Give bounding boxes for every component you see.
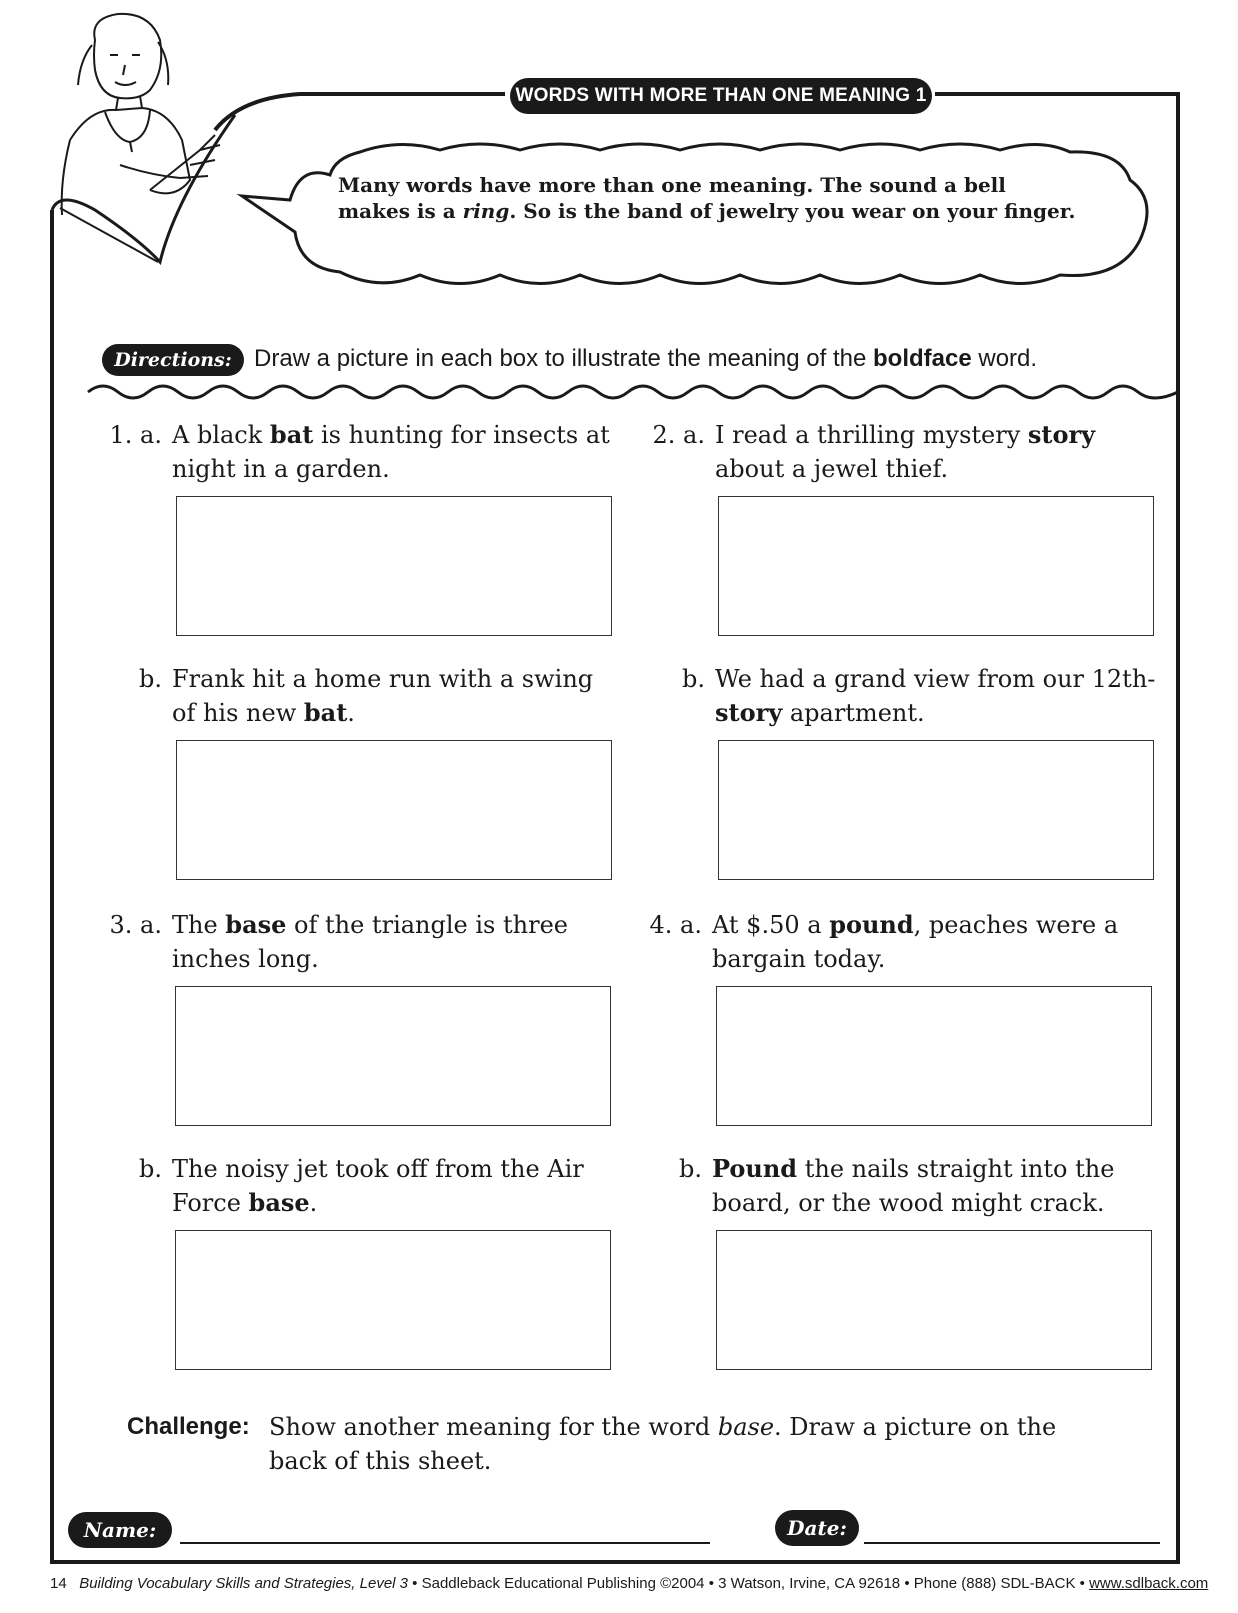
worksheet-title: WORDS WITH MORE THAN ONE MEANING 1 <box>510 78 932 114</box>
item-text: Pound the nails straight into the board, or the wood might crack. <box>712 1154 1115 1217</box>
item-number: 2. a. <box>652 421 705 449</box>
item-text: The noisy jet took off from the Air Force base. <box>172 1155 584 1217</box>
item-text: Frank hit a home run with a swing of his new bat. <box>172 665 594 727</box>
date-label: Date: <box>775 1510 859 1546</box>
teacher-illustration <box>62 14 220 215</box>
item-number: b. <box>139 665 162 693</box>
item-number: 1. a. <box>109 421 162 449</box>
name-label: Name: <box>68 1512 172 1548</box>
footer: 14 Building Vocabulary Skills and Strategies, Level 3 • Saddleback Educational Publishing ©2004 • 3 Watson, Irvine, CA 92618 • Phone (888) SDL-BACK • www.sdlback.com <box>50 1575 1209 1592</box>
item-text: A black bat is hunting for insects at night in a garden. <box>172 420 610 483</box>
item-number: b. <box>682 665 705 693</box>
drawing-box-1b[interactable] <box>176 740 612 880</box>
intro-text: Many words have more than one meaning. The sound a bell makes is a ring. So is the band of jewelry you wear on your finger. <box>338 173 1076 223</box>
item-text: At $.50 a pound, peaches were a bargain today. <box>712 910 1119 973</box>
drawing-box-3b[interactable] <box>175 1230 611 1370</box>
drawing-box-4b[interactable] <box>716 1230 1152 1370</box>
item-number: b. <box>679 1155 702 1183</box>
challenge-label: Challenge: <box>127 1413 250 1440</box>
directions-text: Draw a picture in each box to illustrate the meaning of the boldface word. <box>254 345 1038 372</box>
drawing-box-1a[interactable] <box>176 496 612 636</box>
drawing-box-2b[interactable] <box>718 740 1154 880</box>
item-text: I read a thrilling mystery story about a jewel thief. <box>715 420 1096 483</box>
name-line[interactable] <box>180 1542 710 1544</box>
footer-link[interactable]: www.sdlback.com <box>1089 1575 1209 1592</box>
item-text: We had a grand view from our 12th-story apartment. <box>715 665 1156 727</box>
date-line[interactable] <box>864 1542 1160 1544</box>
drawing-box-4a[interactable] <box>716 986 1152 1126</box>
item-number: b. <box>139 1155 162 1183</box>
drawing-box-2a[interactable] <box>718 496 1154 636</box>
challenge-text: Show another meaning for the word base. Draw a picture on the back of this sheet. <box>269 1413 1057 1475</box>
drawing-box-3a[interactable] <box>175 986 611 1126</box>
item-text: The base of the triangle is three inches long. <box>172 910 568 973</box>
item-number: 4. a. <box>649 911 702 939</box>
wavy-divider <box>88 386 1178 398</box>
directions-badge: Directions: <box>102 344 244 376</box>
item-number: 3. a. <box>109 911 162 939</box>
